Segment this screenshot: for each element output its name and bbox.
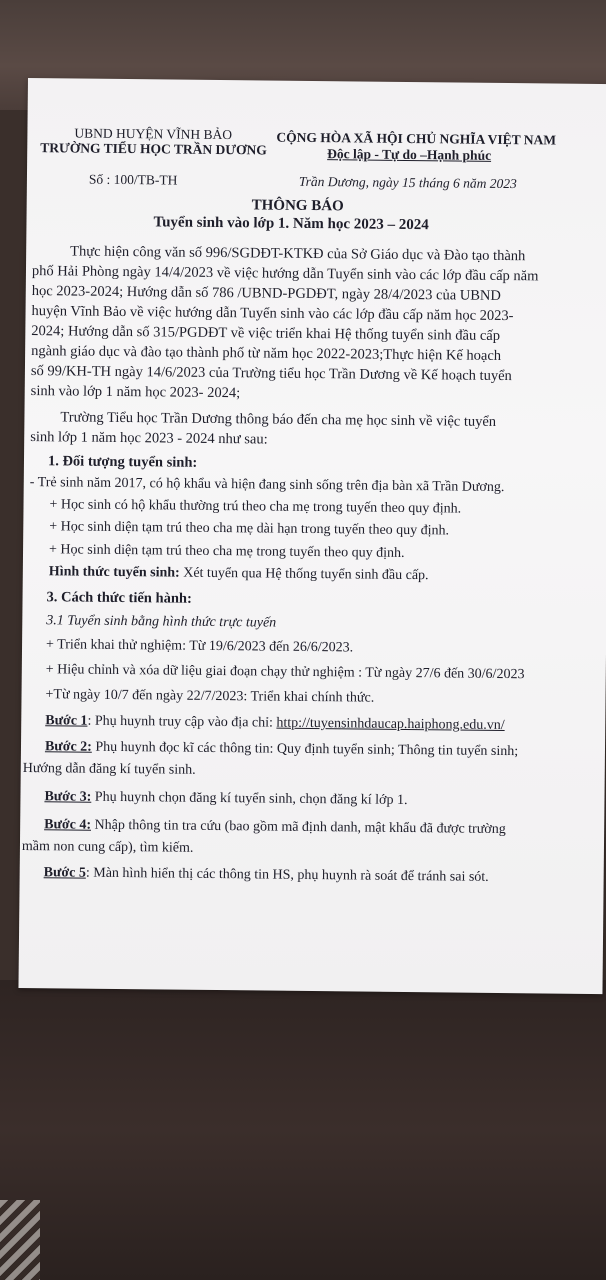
section1-main: - Trẻ sinh năm 2017, có hộ khẩu và hiện đang sinh sống trên địa bàn xã Trần Dương. — [29, 475, 505, 496]
step-label: Bước 5 — [43, 865, 86, 881]
step-2-cont: Hướng dẫn đăng kí tuyển sinh. — [22, 760, 196, 778]
doc-number: Số : 100/TB-TH — [88, 171, 178, 188]
doc-title: THÔNG BÁO — [251, 197, 344, 215]
header-school: TRƯỜNG TIỂU HỌC TRẦN DƯƠNG — [40, 140, 267, 158]
section1-item: + Học sinh có hộ khẩu thường trú theo cha mẹ trong tuyến theo quy định. — [49, 497, 462, 517]
intro-line: 2024; Hướng dẫn số 315/PGDĐT về việc triển khai Hệ thống tuyển sinh đầu cấp — [31, 323, 501, 344]
background-fabric — [0, 1200, 40, 1280]
section3-heading: 3. Cách thức tiến hành: — [46, 589, 192, 607]
section3-item: +Từ ngày 10/7 đến ngày 22/7/2023: Triển khai chính thức. — [45, 687, 375, 706]
intro-line: học 2023-2024; Hướng dẫn số 786 /UBND-PGDĐT, ngày 28/4/2023 của UBND — [31, 283, 501, 304]
step-4 — [44, 818, 506, 837]
step-1 — [45, 714, 505, 733]
doc-date: Trần Dương, ngày 15 tháng 6 năm 2023 — [298, 173, 517, 192]
section1-heading: 1. Đối tượng tuyển sinh: — [47, 453, 198, 471]
header-district: UBND HUYỆN VĨNH BẢO — [74, 125, 233, 143]
section3-item: + Hiệu chỉnh và xóa dữ liệu giai đoạn chạy thử nghiệm : Từ ngày 27/6 đến 30/6/2023 — [45, 662, 525, 683]
step-4-cont: mầm non cung cấp), tìm kiếm. — [21, 838, 194, 856]
intro-line: huyện Vĩnh Bảo về việc hướng dẫn Tuyển sinh vào các lớp đầu cấp năm học 2023- — [31, 303, 514, 325]
step-3 — [44, 790, 407, 808]
intro-line: sinh vào lớp 1 năm học 2023- 2024; — [30, 383, 241, 402]
method-line — [49, 565, 429, 583]
step-text: Phụ huynh chọn đăng kí tuyển sinh, chọn đăng kí lớp 1. — [91, 789, 408, 809]
announce-line: sinh lớp 1 năm học 2023 - 2024 như sau: — [30, 429, 268, 448]
step-text: Nhập thông tin tra cứu (bao gồm mã định danh, mật khẩu đã được trường — [90, 817, 506, 838]
step-text: : Màn hình hiển thị các thông tin HS, phụ huynh rà soát để tránh sai sót. — [85, 865, 489, 885]
intro-line: số 99/KH-TH ngày 14/6/2023 của Trường tiểu học Trần Dương về Kế hoạch tuyển — [30, 363, 512, 385]
step-label: Bước 1 — [45, 713, 88, 729]
step-label: Bước 3: — [44, 789, 92, 805]
background-bottom — [0, 980, 606, 1280]
announce-line: Trường Tiểu học Trần Dương thông báo đến cha mẹ học sinh về việc tuyển — [60, 409, 497, 430]
section3-item: + Triển khai thử nghiệm: Từ 19/6/2023 đến 26/6/2023. — [45, 637, 354, 656]
registration-link[interactable]: http://tuyensinhdaucap.haiphong.edu.vn/ — [276, 715, 505, 734]
header-motto: Độc lập - Tự do –Hạnh phúc — [327, 146, 492, 163]
intro-line: phố Hải Phòng ngày 14/4/2023 về việc hướng dẫn Tuyển sinh vào các lớp đầu cấp năm — [31, 263, 539, 285]
doc-subtitle: Tuyển sinh vào lớp 1. Năm học 2023 – 2024 — [153, 214, 429, 234]
step-2 — [45, 740, 518, 759]
step-text: : Phụ huynh truy cập vào địa chỉ: — [87, 713, 277, 731]
step-text: Phụ huynh đọc kĩ các thông tin: Quy định tuyển sinh; Thông tin tuyển sinh; — [91, 739, 519, 760]
document-paper — [18, 78, 606, 994]
step-label: Bước 4: — [44, 817, 92, 833]
section1-item: + Học sinh diện tạm trú theo cha mẹ dài hạn trong tuyến theo quy định. — [49, 519, 450, 539]
section1-item: + Học sinh diện tạm trú theo cha mẹ trong tuyến theo quy định. — [48, 542, 405, 561]
intro-line: ngành giáo dục và đào tạo thành phố từ năm học 2022-2023;Thực hiện Kế hoạch — [31, 343, 502, 364]
method-value: Xét tuyển qua Hệ thống tuyển sinh đầu cấp. — [179, 565, 429, 584]
method-label: Hình thức tuyển sinh: — [48, 564, 180, 581]
intro-line: Thực hiện công văn số 996/SGDĐT-KTKĐ của Sở Giáo dục và Đào tạo thành — [70, 243, 526, 265]
step-label: Bước 2: — [44, 739, 92, 755]
step-5 — [44, 866, 489, 885]
header-country: CỘNG HÒA XÃ HỘI CHỦ NGHĨA VIỆT NAM — [276, 129, 557, 148]
section3-sub: 3.1 Tuyển sinh bằng hình thức trực tuyến — [46, 613, 277, 631]
